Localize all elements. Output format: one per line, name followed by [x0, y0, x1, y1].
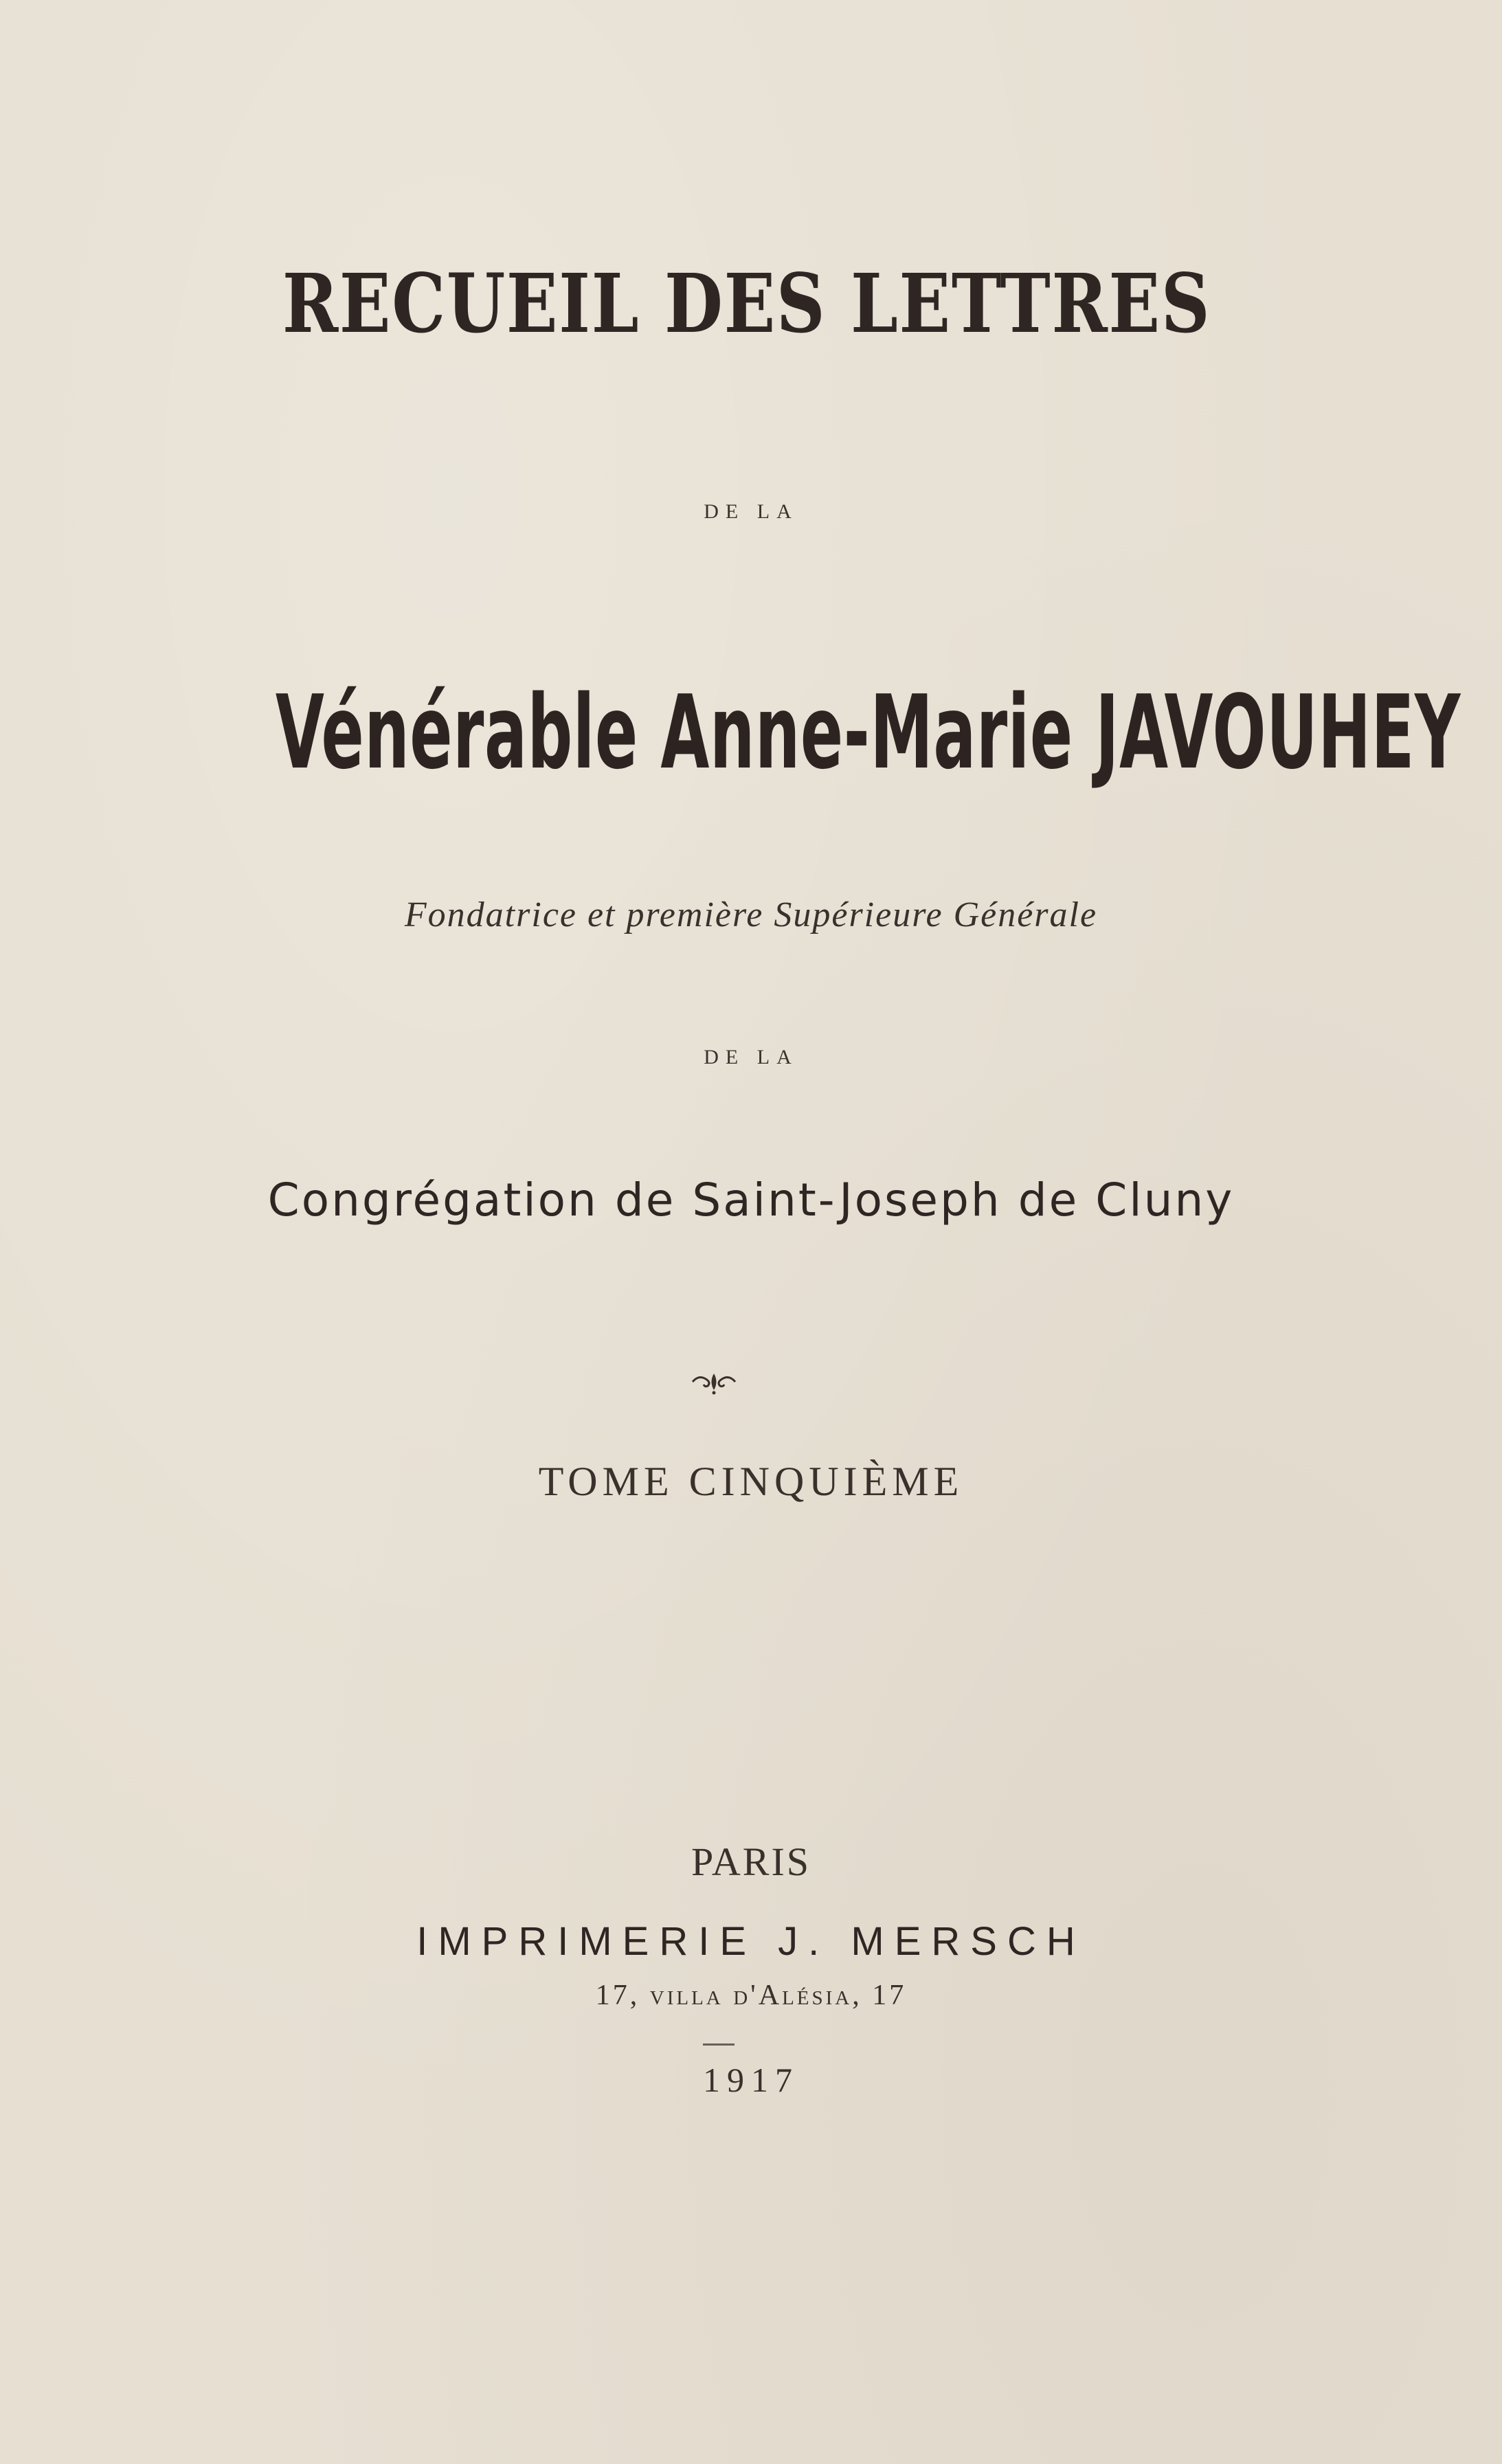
author-role: Fondatrice et première Supérieure Générale [404, 895, 1098, 934]
imprint-printer: IMPRIMERIE J. MERSCH [416, 1919, 1086, 1964]
book-title: RECUEIL DES LETTRES [282, 256, 1211, 351]
author-name: Vénérable Anne-Marie JAVOUHEY [275, 673, 1461, 792]
connector-de-la-2: DE LA [704, 1046, 798, 1068]
short-divider-rule [703, 2043, 735, 2046]
connector-de-la-1: DE LA [704, 500, 798, 523]
imprint-city: PARIS [691, 1839, 811, 1884]
congregation-name: Congrégation de Saint-Joseph de Cluny [267, 1174, 1235, 1227]
volume-label: TOME CINQUIÈME [538, 1459, 964, 1504]
imprint-year: 1917 [703, 2061, 799, 2099]
imprint-address: 17, villa d'Alésia, 17 [595, 1980, 907, 2011]
fleuron-ornament-icon [690, 1368, 738, 1396]
